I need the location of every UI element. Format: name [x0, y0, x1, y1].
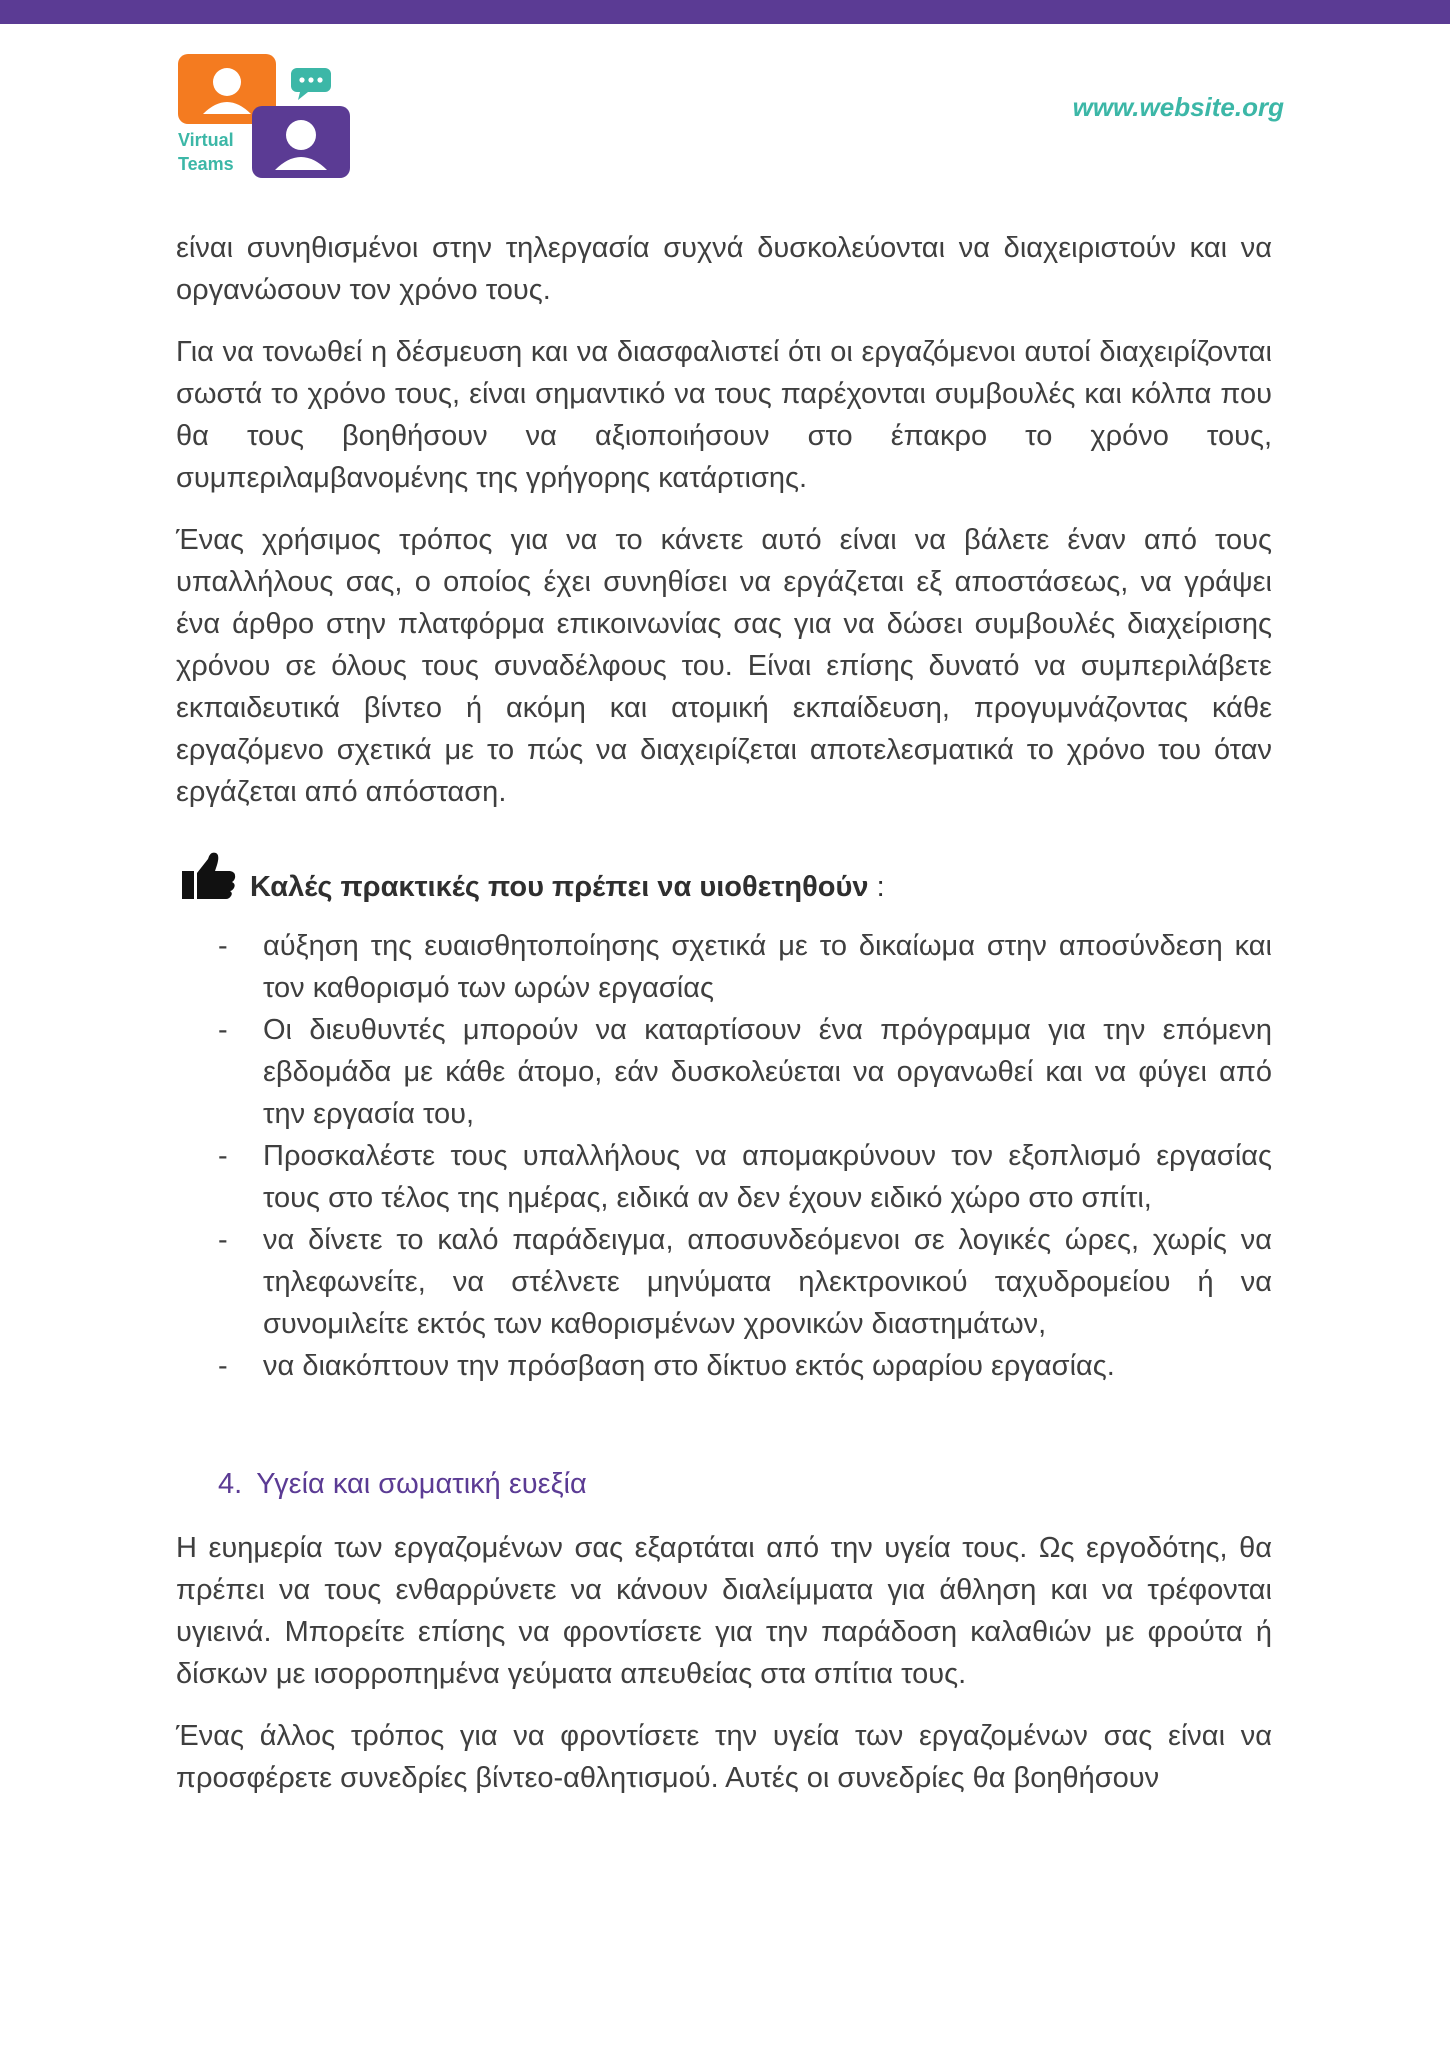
list-dash: -: [218, 1014, 228, 1046]
logo-text-line2: Teams: [178, 154, 234, 174]
paragraph: Ένας χρήσιμος τρόπος για να το κάνετε αυτό είναι να βάλετε έναν από τους υπαλλήλους σας, ο οποίος έχει συνηθίσει να εργάζεται εξ αποστάσεως, να γράψει ένα άρθρο στην πλατφόρμα επικοινωνίας σας για να δώσει συμβουλές διαχείρισης χρόνου σε όλους τους συναδέλφους του. Είναι επίσης δυνατό να συμπεριλάβετε εκπαιδευτικά βίντεο ή ακόμη και ατομική εκπαίδευση, προγυμνάζοντας κάθε εργαζόμενο σχετικά με το πώς να διαχειρίζεται αποτελεσματικά το χρόνο του όταν εργάζεται από απόσταση.: [176, 524, 1272, 808]
section-number: 4.: [218, 1468, 243, 1500]
list-item-text: να διακόπτουν την πρόσβαση στο δίκτυο εκτός ωραρίου εργασίας.: [263, 1350, 1115, 1382]
list-item: [176, 1345, 1272, 1387]
list-item: [176, 1219, 1272, 1345]
list-item-text: Οι διευθυντές μπορούν να καταρτίσουν ένα πρόγραμμα για την επόμενη εβδομάδα με κάθε άτομο, εάν δυσκολεύεται να οργανωθεί και να φύγει από την εργασία του,: [263, 1014, 1272, 1130]
paragraph: Για να τονωθεί η δέσμευση και να διασφαλιστεί ότι οι εργαζόμενοι αυτοί διαχειρίζονται σωστά το χρόνο τους, είναι σημαντικό να τους παρέχονται συμβουλές και κόλπα που θα τους βοηθήσουν να αξιοποιήσουν στο έπακρο το χρόνο τους, συμπεριλαμβανομένης της γρήγορης κατάρτισης.: [176, 336, 1272, 494]
virtual-teams-logo-icon: [176, 52, 356, 182]
practices-title-text: Καλές πρακτικές που πρέπει να υιοθετηθούν: [250, 871, 869, 903]
logo-text-line1: Virtual: [178, 130, 234, 150]
practices-heading: [176, 851, 1272, 911]
list-dash: -: [218, 1224, 228, 1256]
paragraph: είναι συνηθισμένοι στην τηλεργασία συχνά δυσκολεύονται να διαχειριστούν και να οργανώσουν τον χρόνο τους.: [176, 232, 1272, 306]
list-item: [176, 1009, 1272, 1135]
section-heading: [176, 1463, 1272, 1505]
list-item-text: να δίνετε το καλό παράδειγμα, αποσυνδεόμενοι σε λογικές ώρες, χωρίς να τηλεφωνείτε, να στέλνετε μηνύματα ηλεκτρονικού ταχυδρομείου ή να συνομιλείτε εκτός των καθορισμένων χρονικών διαστημάτων,: [263, 1224, 1272, 1340]
paragraph: Η ευημερία των εργαζομένων σας εξαρτάται από την υγεία τους. Ως εργοδότης, θα πρέπει να τους ενθαρρύνετε να κάνουν διαλείμματα για άθληση και να τρέφονται υγιεινά. Μπορείτε επίσης να φροντίσετε για την παράδοση καλαθιών με φρούτα ή δίσκων με ισορροπημένα γεύματα απευθείας στα σπίτια τους.: [176, 1532, 1272, 1690]
list-item-text: αύξηση της ευαισθητοποίησης σχετικά με το δικαίωμα στην αποσύνδεση και τον καθορισμό των ωρών εργασίας: [263, 930, 1272, 1004]
website-url[interactable]: www.website.org: [1072, 92, 1284, 122]
paragraph: Ένας άλλος τρόπος για να φροντίσετε την υγεία των εργαζομένων σας είναι να προσφέρετε συνεδρίες βίντεο-αθλητισμού. Αυτές οι συνεδρίες θα βοηθήσουν: [176, 1720, 1272, 1794]
top-accent-bar: [0, 0, 1450, 24]
document-body: [176, 227, 1272, 1819]
practices-title-colon: :: [868, 871, 885, 903]
list-dash: -: [218, 1350, 228, 1382]
list-item: [176, 1135, 1272, 1219]
thumbs-up-icon: [182, 851, 236, 901]
list-item: [176, 925, 1272, 1009]
list-item-text: Προσκαλέστε τους υπαλλήλους να απομακρύνουν τον εξοπλισμό εργασίας τους στο τέλος της ημέρας, ειδικά αν δεν έχουν ειδικό χώρο στο σπίτι,: [263, 1140, 1272, 1214]
section-title: Υγεία και σωματική ευεξία: [256, 1468, 587, 1500]
list-dash: -: [218, 930, 228, 962]
practices-list: [176, 925, 1272, 1387]
practices-title: [250, 871, 885, 904]
list-dash: -: [218, 1140, 228, 1172]
